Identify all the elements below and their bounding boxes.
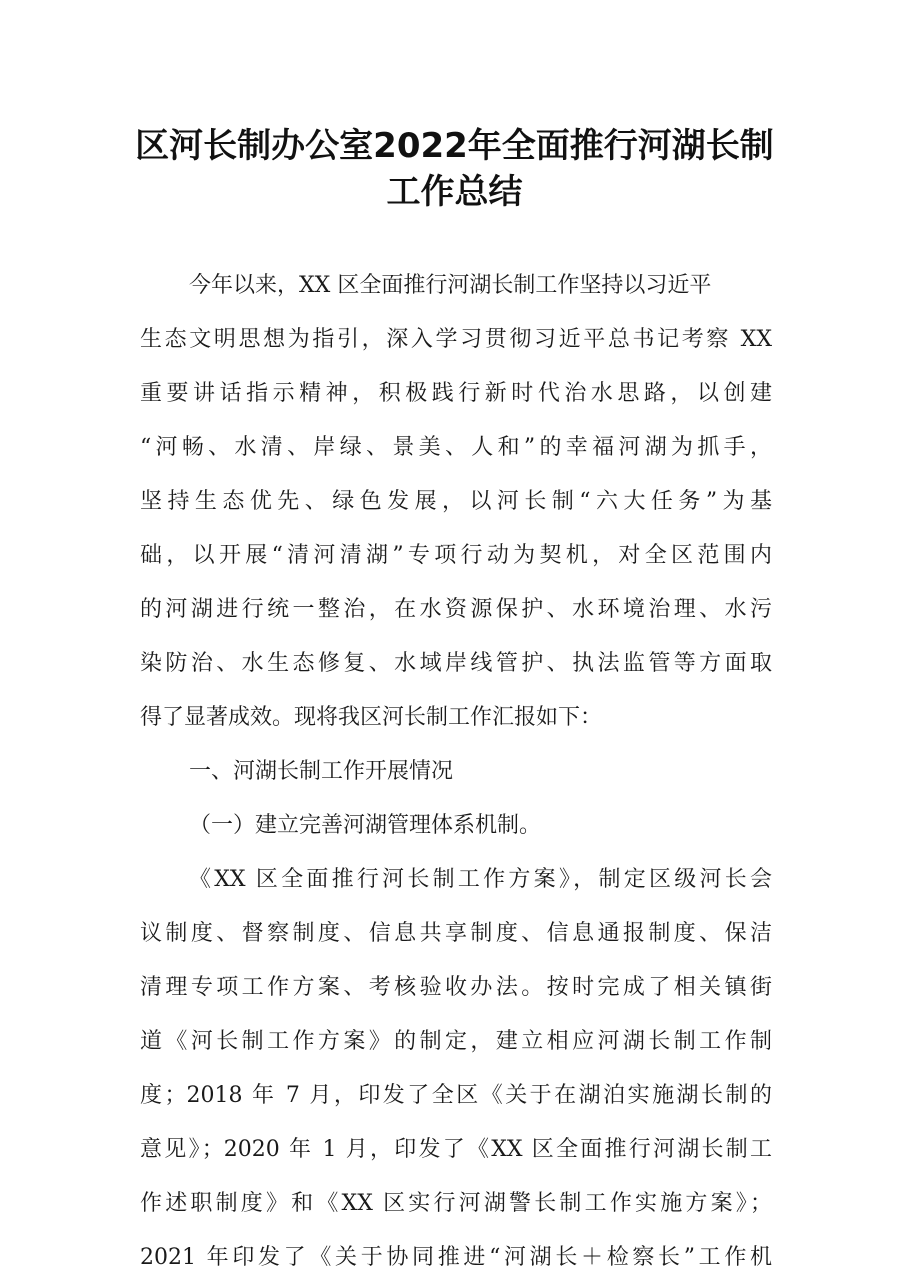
section-heading-1: 一、河湖长制工作开展情况 (189, 759, 454, 784)
paragraph-system-line-5: 度；2018 年 7 月，印发了全区《关于在湖泊实施湖长制的 (140, 1083, 772, 1108)
paragraph-system-line-1: 《XX 区全面推行河长制工作方案》，制定区级河长会 (189, 867, 772, 892)
paragraph-intro-line-6: 础，以开展“清河清湖”专项行动为契机，对全区范围内 (140, 543, 772, 568)
paragraph-system-line-6: 意见》；2020 年 1 月，印发了《XX 区全面推行河湖长制工 (140, 1137, 772, 1162)
paragraph-intro-line-5: 坚持生态优先、绿色发展，以河长制“六大任务”为基 (140, 489, 772, 514)
document-title-line-2: 工作总结 (386, 172, 523, 212)
paragraph-intro-line-4: “河畅、水清、岸绿、景美、人和”的幸福河湖为抓手， (140, 435, 772, 460)
paragraph-intro-line-2: 生态文明思想为指引，深入学习贯彻习近平总书记考察 XX (140, 327, 772, 352)
paragraph-intro-line-3: 重要讲话指示精神，积极践行新时代治水思路，以创建 (140, 381, 772, 406)
paragraph-system-line-3: 清理专项工作方案、考核验收办法。按时完成了相关镇街 (140, 975, 772, 1000)
paragraph-system-line-4: 道《河长制工作方案》的制定，建立相应河湖长制工作制 (140, 1029, 772, 1054)
paragraph-intro-line-9: 得了显著成效。现将我区河长制工作汇报如下： (140, 705, 603, 730)
paragraph-system-line-2: 议制度、督察制度、信息共享制度、信息通报制度、保洁 (140, 921, 772, 946)
paragraph-intro-line-7: 的河湖进行统一整治，在水资源保护、水环境治理、水污 (140, 597, 772, 622)
subsection-heading-1: （一）建立完善河湖管理体系机制。 (189, 813, 542, 838)
paragraph-intro-line-1: 今年以来，XX 区全面推行河湖长制工作坚持以习近平 (189, 273, 712, 298)
paragraph-system-line-8: 2021 年印发了《关于协同推进“河湖长＋检察长”工作机 (140, 1245, 772, 1270)
paragraph-intro-line-8: 染防治、水生态修复、水域岸线管护、执法监管等方面取 (140, 651, 772, 676)
paragraph-system-line-7: 作述职制度》和《XX 区实行河湖警长制工作实施方案》； (140, 1191, 772, 1216)
document-title-line-1: 区河长制办公室2022年全面推行河湖长制 (135, 126, 774, 166)
